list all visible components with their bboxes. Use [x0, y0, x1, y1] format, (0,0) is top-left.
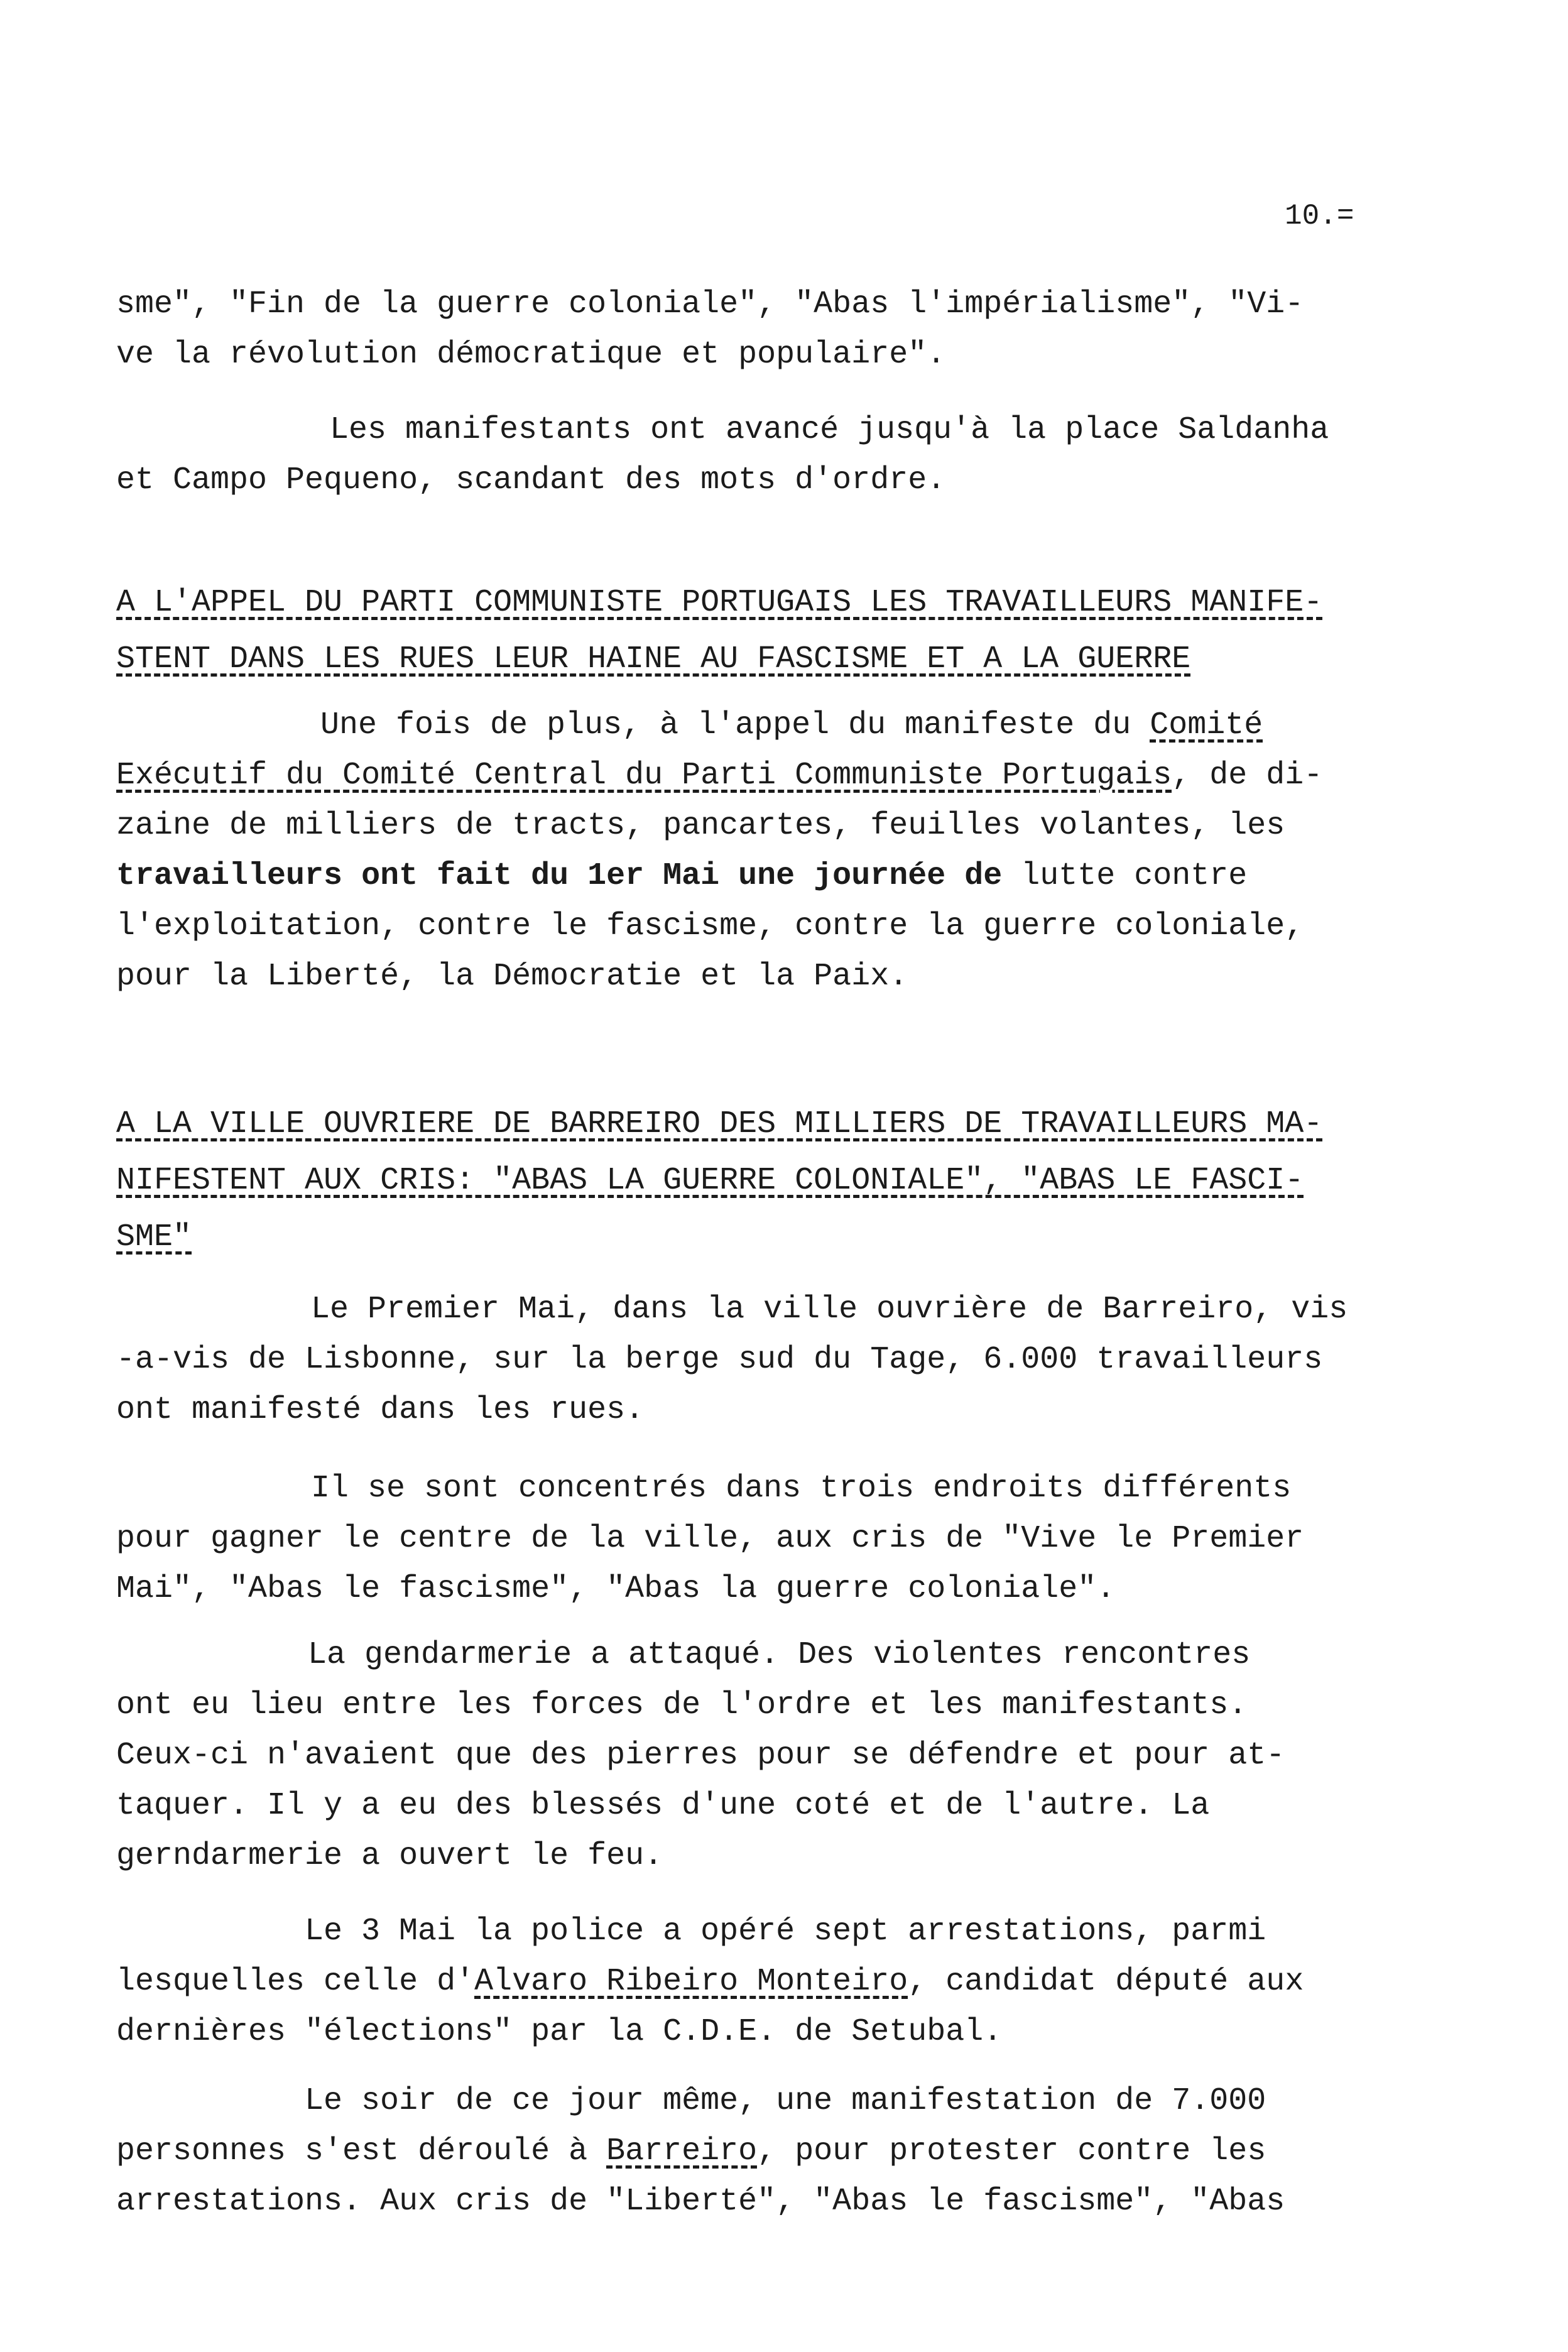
- text-segment: Une fois de plus, à l'appel du manifeste du: [320, 707, 1150, 743]
- section-heading-barreiro: [116, 1096, 1398, 1266]
- text-line: [116, 2123, 1398, 2180]
- text-line: Mai", "Abas le fascisme", "Abas la guerre coloniale".: [116, 1571, 1116, 1607]
- paragraph-premier-mai: [116, 1282, 1398, 1439]
- paragraph-concentres: [116, 1461, 1398, 1618]
- text-line: Ceux-ci n'avaient que des pierres pour se défendre et pour at-: [116, 1738, 1285, 1773]
- paragraph-arrestations: [116, 1903, 1398, 2061]
- text-line: [116, 1954, 1398, 2010]
- heading-line: SME": [116, 1219, 192, 1255]
- text-segment: personnes s'est déroulé à: [116, 2133, 607, 2169]
- text-line: taquer. Il y a eu des blessés d'une coté et de l'autre. La: [116, 1788, 1210, 1824]
- text-line: gerndarmerie a ouvert le feu.: [116, 1838, 663, 1874]
- paragraph-soir: [116, 2073, 1398, 2230]
- text-line: zaine de milliers de tracts, pancartes, feuilles volantes, les: [116, 808, 1285, 844]
- text-line: La gendarmerie a attaqué. Des violentes rencontres: [308, 1637, 1251, 1673]
- heading-line: A LA VILLE OUVRIERE DE BARREIRO DES MILLIERS DE TRAVAILLEURS MA-: [116, 1106, 1323, 1142]
- text-line: [116, 697, 1398, 754]
- text-segment: lutte contre: [1002, 858, 1248, 894]
- text-line: ont manifesté dans les rues.: [116, 1392, 645, 1428]
- paragraph-manifestants: [116, 402, 1398, 509]
- text-line: sme", "Fin de la guerre coloniale", "Abas l'impérialisme", "Vi-: [116, 286, 1304, 322]
- text-line: dernières "élections" par la C.D.E. de Setubal.: [116, 2014, 1003, 2050]
- underlined-name: Alvaro Ribeiro Monteiro: [474, 1964, 908, 2000]
- section-heading-parti-communiste: [116, 575, 1398, 688]
- heading-line: NIFESTENT AUX CRIS: "ABAS LA GUERRE COLONIALE", "ABAS LE FASCI-: [116, 1163, 1304, 1199]
- paragraph-appel: [116, 697, 1398, 1005]
- underlined-place: Barreiro: [606, 2133, 758, 2169]
- text-line: arrestations. Aux cris de "Liberté", "Abas le fascisme", "Abas: [116, 2184, 1285, 2219]
- text-line: l'exploitation, contre le fascisme, contre la guerre coloniale,: [116, 908, 1304, 944]
- text-line: [116, 848, 1398, 905]
- text-line: Il se sont concentrés dans trois endroits différents: [311, 1471, 1292, 1506]
- heading-line: A L'APPEL DU PARTI COMMUNISTE PORTUGAIS LES TRAVAILLEURS MANIFE-: [116, 585, 1323, 621]
- text-line: ve la révolution démocratique et populaire".: [116, 337, 946, 373]
- text-line: et Campo Pequeno, scandant des mots d'ordre.: [116, 462, 946, 498]
- text-segment: , pour protester contre les: [757, 2133, 1266, 2169]
- underlined-text: Comité: [1150, 707, 1263, 743]
- heading-line: STENT DANS LES RUES LEUR HAINE AU FASCISME ET A LA GUERRE: [116, 641, 1191, 677]
- text-segment: lesquelles celle d': [116, 1964, 475, 2000]
- text-line: [116, 748, 1398, 804]
- text-line: Le soir de ce jour même, une manifestation de 7.000: [305, 2083, 1266, 2119]
- text-line: Le Premier Mai, dans la ville ouvrière de Barreiro, vis: [311, 1292, 1348, 1327]
- bold-text: travailleurs ont fait du 1er Mai une journée de: [116, 858, 1003, 894]
- page-number: 10.=: [1285, 200, 1354, 232]
- text-line: pour la Liberté, la Démocratie et la Paix.: [116, 959, 908, 994]
- text-segment: , de di-: [1172, 758, 1323, 793]
- paragraph-continuation: [116, 276, 1398, 383]
- text-line: Les manifestants ont avancé jusqu'à la place Saldanha: [330, 412, 1329, 448]
- text-line: ont eu lieu entre les forces de l'ordre et les manifestants.: [116, 1687, 1248, 1723]
- text-line: -a-vis de Lisbonne, sur la berge sud du Tage, 6.000 travailleurs: [116, 1342, 1323, 1378]
- text-line: Le 3 Mai la police a opéré sept arrestations, parmi: [305, 1914, 1266, 1949]
- underlined-text: Exécutif du Comité Central du Parti Communiste Portugais: [116, 758, 1172, 793]
- paragraph-gendarmerie: [116, 1627, 1398, 1885]
- text-line: pour gagner le centre de la ville, aux cris de "Vive le Premier: [116, 1521, 1304, 1557]
- text-segment: , candidat député aux: [908, 1964, 1304, 2000]
